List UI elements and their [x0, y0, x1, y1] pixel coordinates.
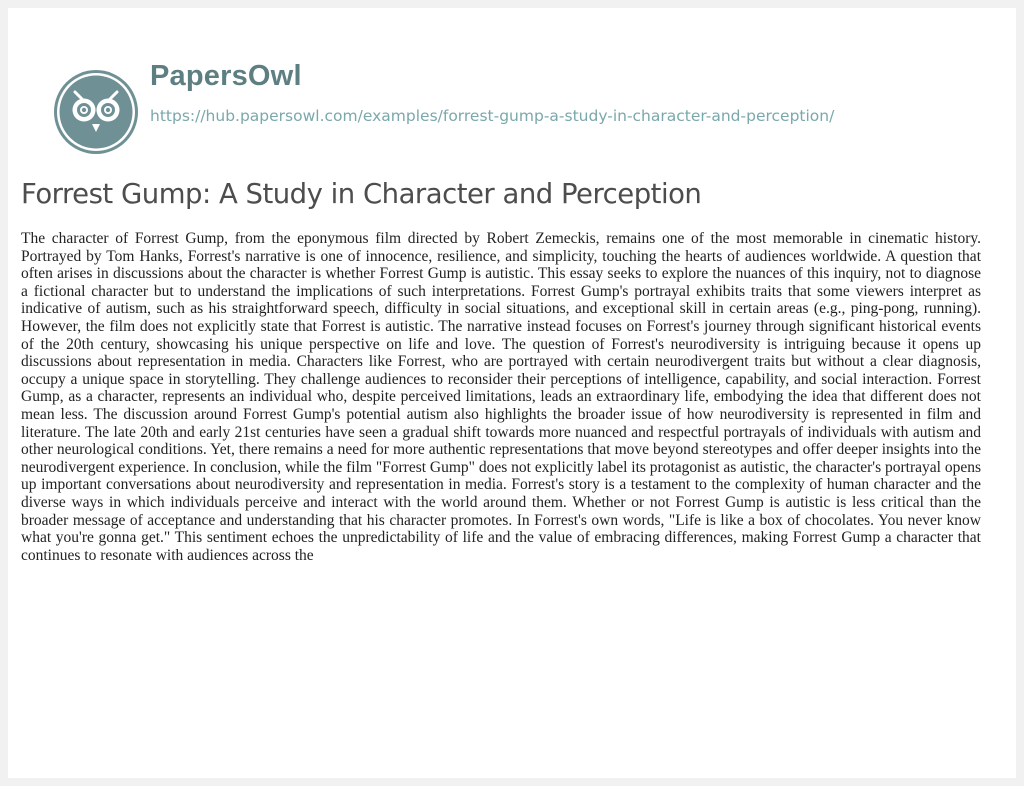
brand-name: PapersOwl [150, 60, 302, 92]
source-url-link[interactable]: https://hub.papersowl.com/examples/forrest-gump-a-study-in-character-and-perception/ [150, 107, 835, 125]
essay-title: Forrest Gump: A Study in Character and Perception [21, 178, 702, 210]
document-page [8, 8, 1016, 778]
essay-body: The character of Forrest Gump, from the eponymous film directed by Robert Zemeckis, remains one of the most memorable in cinematic history. Portrayed by Tom Hanks, Forrest's narrative is one of innocence, resilience, and simplicity, touching the hearts of audiences worldwide. A question that often arises in discussions about the character is whether Forrest Gump is autistic. This essay seeks to explore the nuances of this inquiry, not to diagnose a fictional character but to understand the implications of such interpretations. Forrest Gump's portrayal exhibits traits that some viewers interpret as indicative of autism, such as his straightforward speech, difficulty in social situations, and exceptional skill in certain areas (e.g., ping-pong, running). However, the film does not explicitly state that Forrest is autistic. The narrative instead focuses on Forrest's journey through significant historical events of the 20th century, showcasing his unique perspective on life and love. The question of Forrest's neurodiversity is intriguing because it opens up discussions about representation in media. Characters like Forrest, who are portrayed with certain neurodivergent traits but without a clear diagnosis, occupy a unique space in storytelling. They challenge audiences to reconsider their perceptions of intelligence, capability, and social interaction. Forrest Gump, as a character, represents an individual who, despite perceived limitations, leads an extraordinary life, embodying the idea that different does not mean less. The discussion around Forrest Gump's potential autism also highlights the broader issue of how neurodiversity is represented in film and literature. The late 20th and early 21st centuries have seen a gradual shift towards more nuanced and respectful portrayals of individuals with autism and other neurological conditions. Yet, there remains a need for more authentic representations that move beyond stereotypes and offer deeper insights into the neurodivergent experience. In conclusion, while the film "Forrest Gump" does not explicitly label its protagonist as autistic, the character's portrayal opens up important conversations about neurodiversity and representation in media. Forrest's story is a testament to the complexity of human character and the diverse ways in which individuals perceive and interact with the world around them. Whether or not Forrest Gump is autistic is less critical than the broader message of acceptance and understanding that his character promotes. In Forrest's own words, "Life is like a box of chocolates. You never know what you're gonna get." This sentiment echoes the unpredictability of life and the value of embracing differences, making Forrest Gump a character that continues to resonate with audiences across the [21, 230, 981, 564]
owl-logo-icon [52, 68, 140, 156]
page-header [8, 8, 1016, 163]
